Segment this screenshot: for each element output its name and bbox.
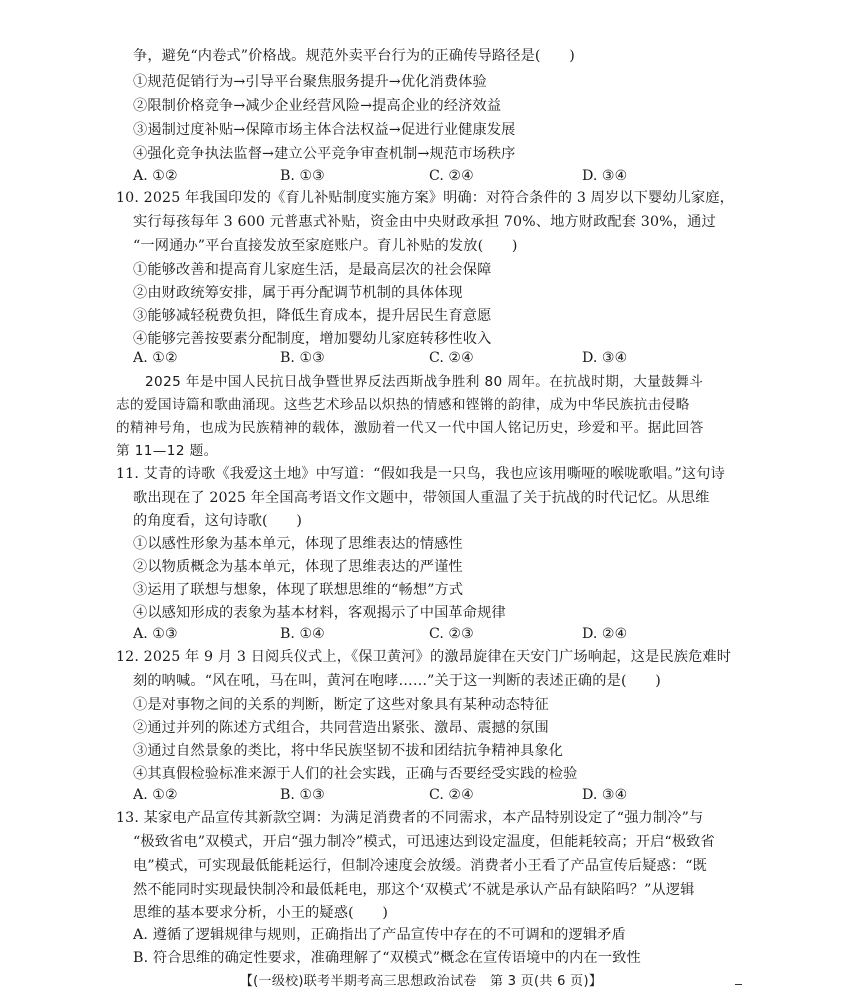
passage-line-2: 志的爱国诗篇和歌曲涌现。这些艺术珍品以炽热的情感和铿锵的韵律，成为中华民族抗击侵略 <box>116 397 690 413</box>
q13-stem-line-2: “极致省电”双模式，开启“强力制冷”模式，可迅速达到设定温度，但能耗较高；开启“极致省 <box>133 834 715 850</box>
q9-stem-tail: 争，避免“内卷式”价格战。规范外卖平台行为的正确传导路径是( ) <box>133 48 575 64</box>
q13-stem-line-4: 然不能同时实现最快制冷和最低耗电，那这个‘双模式’不就是承认产品有缺陷吗？”从逻辑 <box>133 882 695 898</box>
q12-stem-line-2: 刻的呐喊。“风在吼，马在叫，黄河在咆哮……”关于这一判断的表述正确的是( ) <box>133 673 661 689</box>
passage-line-3: 的精神号角，也成为民族精神的载体，激励着一代又一代中国人铭记历史，珍爱和平。据此回答 <box>116 420 704 436</box>
q10-option-d: D. ③④ <box>582 350 628 366</box>
q13-option-a: A. 遵循了逻辑规律与规则，正确指出了产品宣传中存在的不可调和的逻辑矛盾 <box>133 927 626 943</box>
q12-option-a: A. ①② <box>133 787 178 803</box>
q11-option-b: B. ①④ <box>280 626 325 642</box>
q10-stem-line-1: 10. 2025 年我国印发的《育儿补贴制度实施方案》明确：对符合条件的 3 周岁以下婴幼儿家庭， <box>116 190 735 206</box>
q11-item-1: ①以感性形象为基本单元，体现了思维表达的情感性 <box>133 536 463 552</box>
q12-item-3: ③通过自然景象的类比，将中华民族坚韧不拔和团结抗争精神具象化 <box>133 743 564 759</box>
passage-line-1: 2025 年是中国人民抗日战争暨世界反法西斯战争胜利 80 周年。在抗战时期，大量鼓舞斗 <box>145 374 704 390</box>
q11-item-3: ③运用了联想与想象，体现了联想思维的“畅想”方式 <box>133 582 464 598</box>
q13-stem-line-3: 电”模式，可实现最低能耗运行，但制冷速度会放缓。消费者小王看了产品宣传后疑惑：“既 <box>133 858 707 874</box>
q11-item-2: ②以物质概念为基本单元，体现了思维表达的严谨性 <box>133 559 463 575</box>
q10-stem-line-2: 实行每孩每年 3 600 元普惠式补贴，资金由中央财政承担 70%、地方财政配套 30%，通过 <box>133 214 716 230</box>
q10-stem-line-3: “一网通办”平台直接发放至家庭账户。育儿补贴的发放( ) <box>133 238 518 254</box>
q10-option-b: B. ①③ <box>280 350 325 366</box>
passage-line-4: 第 11—12 题。 <box>116 443 218 459</box>
q10-item-1: ①能够改善和提高育儿家庭生活，是最高层次的社会保障 <box>133 262 492 278</box>
q10-item-3: ③能够减轻税费负担，降低生育成本，提升居民生育意愿 <box>133 308 492 324</box>
q9-item-3: ③遏制过度补贴→保障市场主体合法权益→促进行业健康发展 <box>133 122 516 138</box>
q11-stem-line-2: 歌出现在了 2025 年全国高考语文作文题中，带领国人重温了关于抗战的时代记忆。从思维 <box>133 490 710 506</box>
q11-option-c: C. ②③ <box>429 626 474 642</box>
q11-item-4: ④以感知形成的表象为基本材料，客观揭示了中国革命规律 <box>133 605 506 621</box>
q11-stem-line-1: 11. 艾青的诗歌《我爱这土地》中写道：“假如我是一只鸟，我也应该用嘶哑的喉咙歌唱。”这句诗 <box>116 466 725 482</box>
q10-option-a: A. ①② <box>133 350 178 366</box>
q9-option-d: D. ③④ <box>582 168 628 184</box>
q10-item-2: ②由财政统筹安排，属于再分配调节机制的具体体现 <box>133 285 463 301</box>
q11-stem-line-3: 的角度看，这句诗歌( ) <box>133 513 303 529</box>
q11-option-d: D. ②④ <box>582 626 628 642</box>
q12-item-2: ②通过并列的陈述方式组合，共同营造出紧张、激昂、震撼的氛围 <box>133 720 549 736</box>
q13-stem-line-5: 思维的基本要求分析，小王的疑惑( ) <box>133 905 389 921</box>
q13-stem-line-1: 13. 某家电产品宣传其新款空调：为满足消费者的不同需求，本产品特别设定了“强力制冷”与 <box>116 810 704 826</box>
q12-option-c: C. ②④ <box>429 787 474 803</box>
q10-option-c: C. ②④ <box>429 350 474 366</box>
q10-item-4: ④能够完善按要素分配制度，增加婴幼儿家庭转移性收入 <box>133 331 492 347</box>
q9-option-a: A. ①② <box>133 168 178 184</box>
q12-option-b: B. ①③ <box>280 787 325 803</box>
q12-stem-line-1: 12. 2025 年 9 月 3 日阅兵仪式上，《保卫黄河》的激昂旋律在天安门广场响起，这是民族危难时 <box>116 649 732 665</box>
q9-item-4: ④强化竞争执法监督→建立公平竞争审查机制→规范市场秩序 <box>133 146 516 162</box>
q11-option-a: A. ①③ <box>133 626 178 642</box>
q13-option-b: B. 符合思维的确定性要求，准确理解了“双模式”概念在宣传语境中的内在一致性 <box>133 950 641 966</box>
q12-item-4: ④其真假检验标准来源于人们的社会实践，正确与否要经受实践的检验 <box>133 766 578 782</box>
q12-item-1: ①是对事物之间的关系的判断，断定了这些对象具有某种动态特征 <box>133 697 549 713</box>
footer-mark <box>735 984 742 985</box>
q12-option-d: D. ③④ <box>582 787 628 803</box>
page-footer: 【(一级校)联考半期考高三思想政治试卷 第 3 页(共 6 页)】 <box>239 974 603 989</box>
q9-item-2: ②限制价格竞争→减少企业经营风险→提高企业的经济效益 <box>133 98 502 114</box>
q9-option-b: B. ①③ <box>280 168 325 184</box>
q9-option-c: C. ②④ <box>429 168 474 184</box>
q9-item-1: ①规范促销行为→引导平台聚焦服务提升→优化消费体验 <box>133 74 487 90</box>
